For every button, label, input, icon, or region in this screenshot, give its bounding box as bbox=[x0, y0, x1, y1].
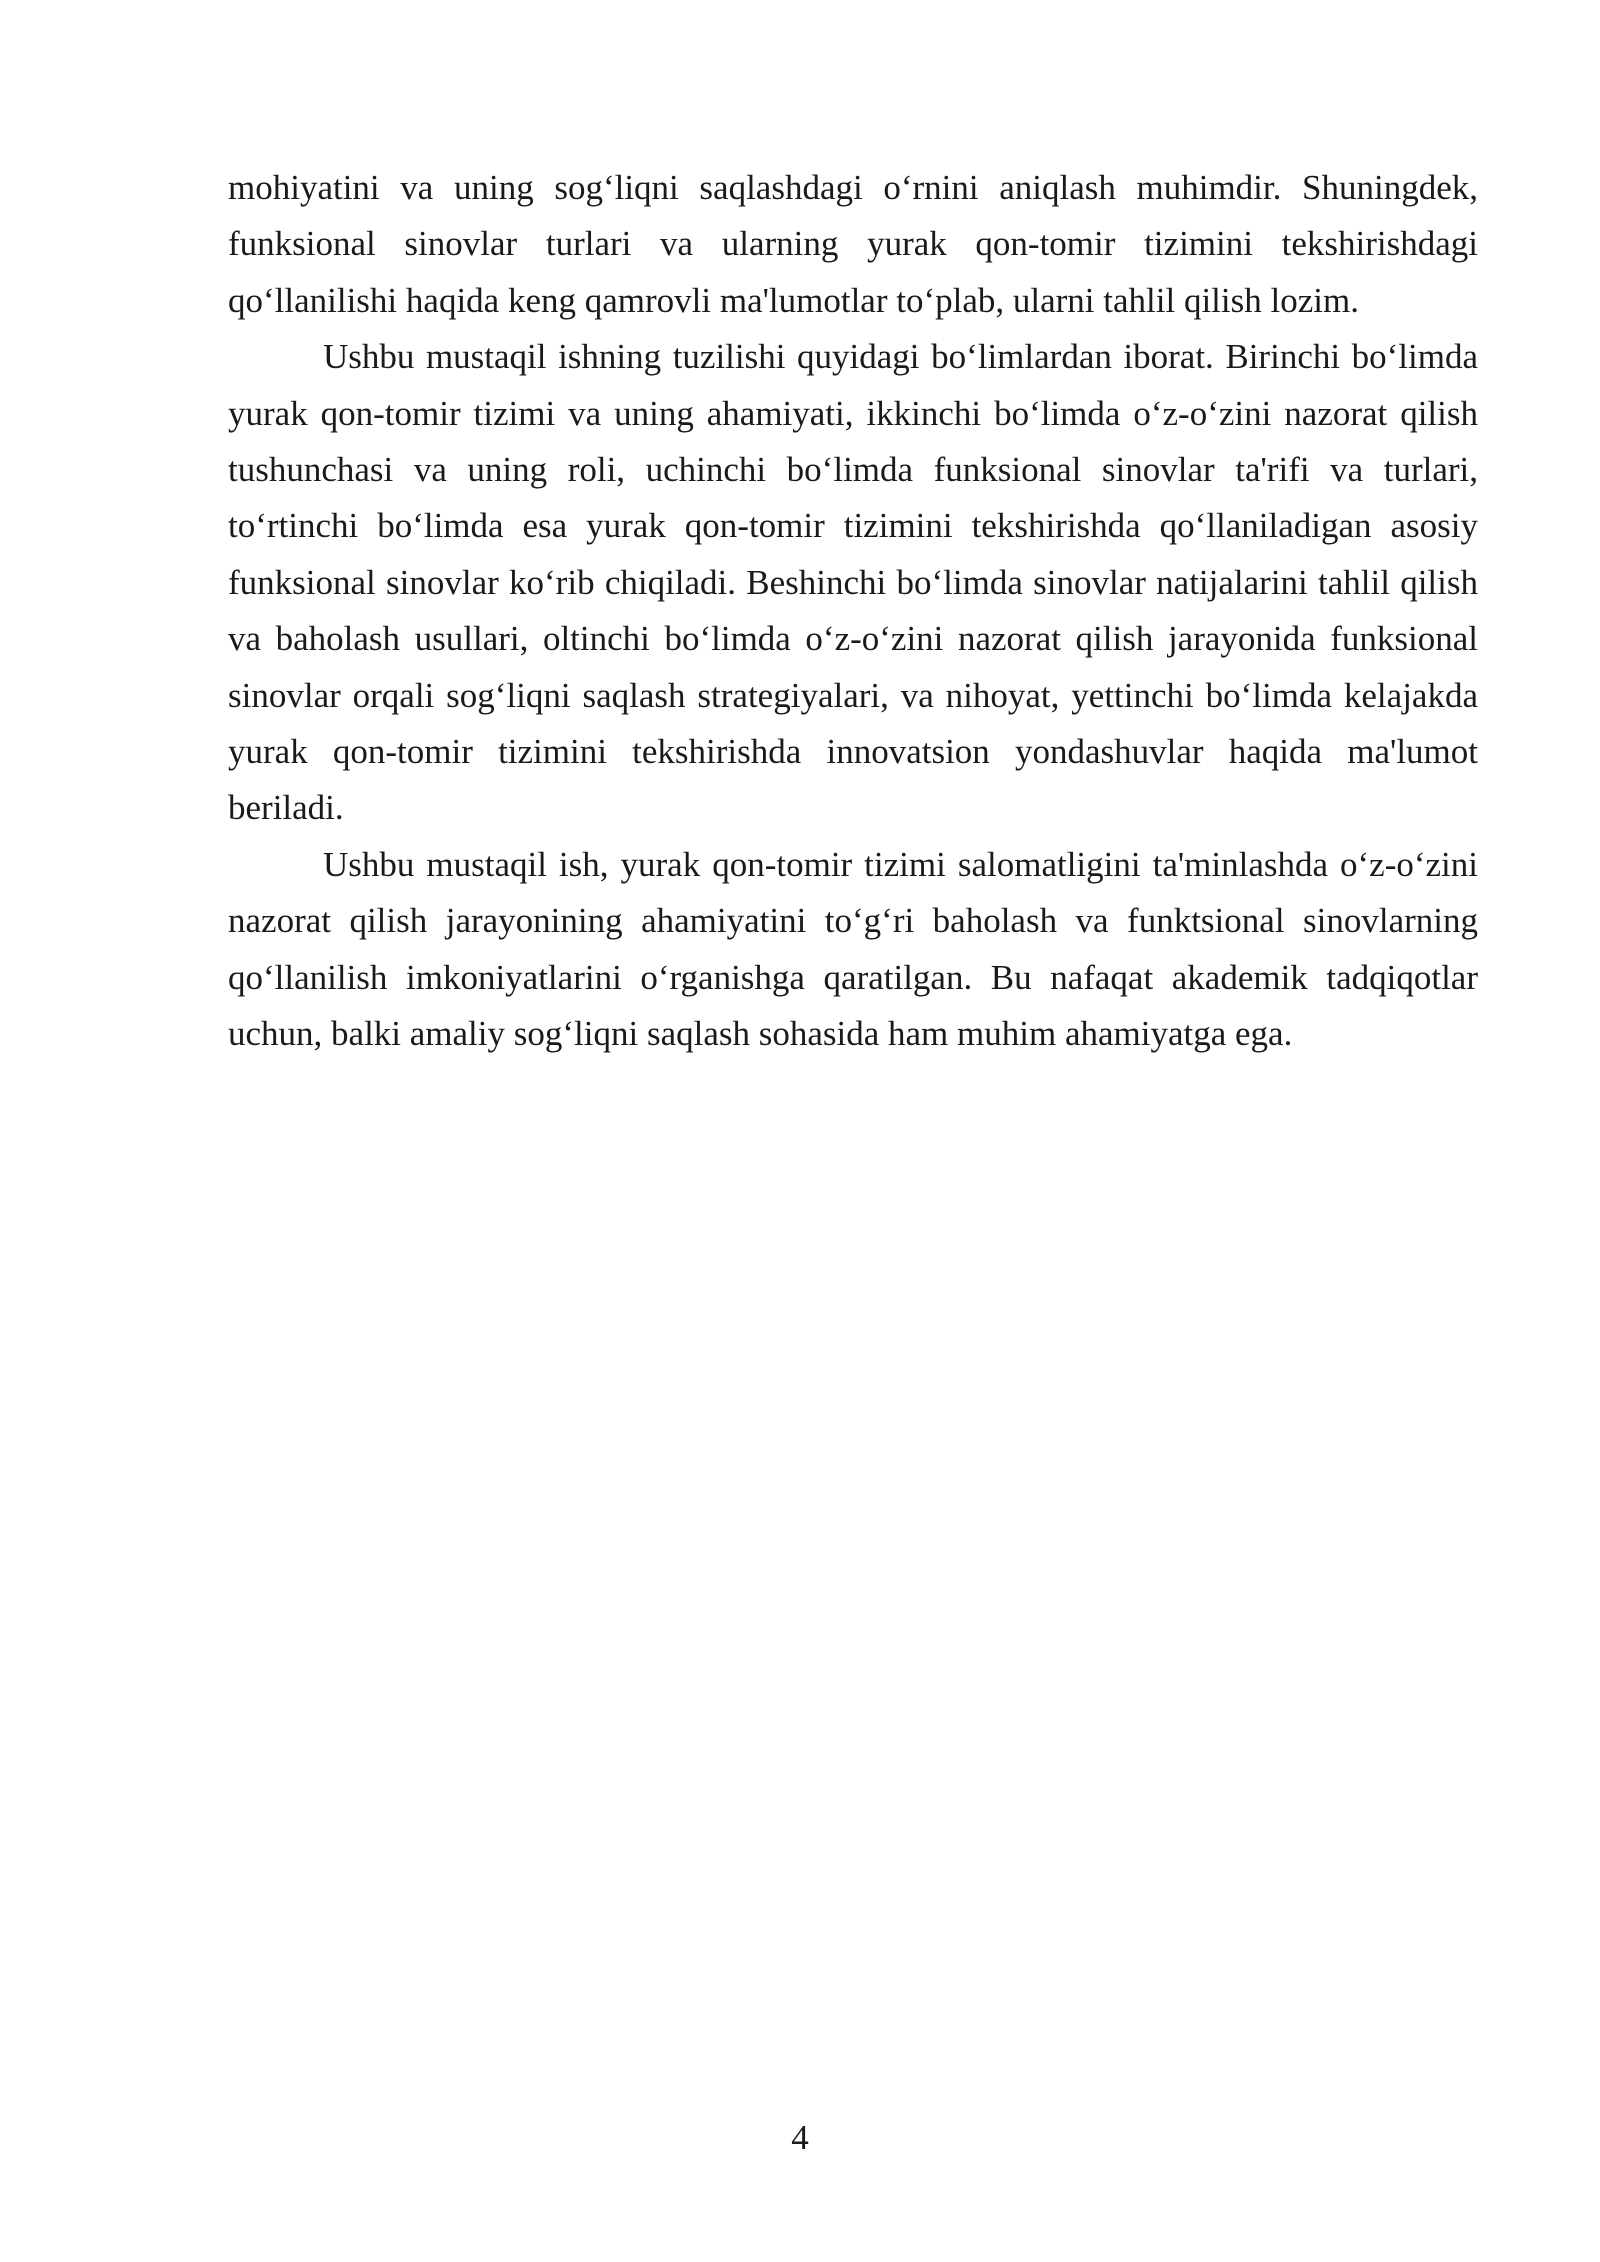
paragraph-structure: Ushbu mustaqil ishning tuzilishi quyidagi bo‘limlardan iborat. Birinchi bo‘limda yurak qon-tomir tizimi va uning ahamiyati, ikkinchi bo‘limda o‘z-o‘zini nazorat qilish tushunchasi va uning roli, uchinchi bo‘limda funksional sinovlar ta'rifi va turlari, to‘rtinchi bo‘limda esa yurak qon-tomir tizimini tekshirishda qo‘llaniladigan asosiy funksional sinovlar ko‘rib chiqiladi. Beshinchi bo‘limda sinovlar natijalarini tahlil qilish va baholash usullari, oltinchi bo‘limda o‘z-o‘zini nazorat qilish jarayonida funksional sinovlar orqali sog‘liqni saqlash strategiyalari, va nihoyat, yettinchi bo‘limda kelajakda yurak qon-tomir tizimini tekshirishda innovatsion yondashuvlar haqida ma'lumot beriladi. bbox=[228, 337, 1478, 828]
body-text bbox=[228, 160, 1478, 1063]
page-number: 4 bbox=[791, 2118, 809, 2157]
paragraph-continued: mohiyatini va uning sog‘liqni saqlashdagi o‘rnini aniqlash muhimdir. Shuningdek, funksional sinovlar turlari va ularning yurak qon-tomir tizimini tekshirishdagi qo‘llanilishi haqida keng qamrovli ma'lumotlar to‘plab, ularni tahlil qilish lozim. bbox=[228, 168, 1478, 320]
paragraph-purpose: Ushbu mustaqil ish, yurak qon-tomir tizimi salomatligini ta'minlashda o‘z-o‘zini nazorat qilish jarayonining ahamiyatini to‘g‘ri baholash va funktsional sinovlarning qo‘llanilish imkoniyatlarini o‘rganishga qaratilgan. Bu nafaqat akademik tadqiqotlar uchun, balki amaliy sog‘liqni saqlash sohasida ham muhim ahamiyatga ega. bbox=[228, 844, 1478, 1054]
